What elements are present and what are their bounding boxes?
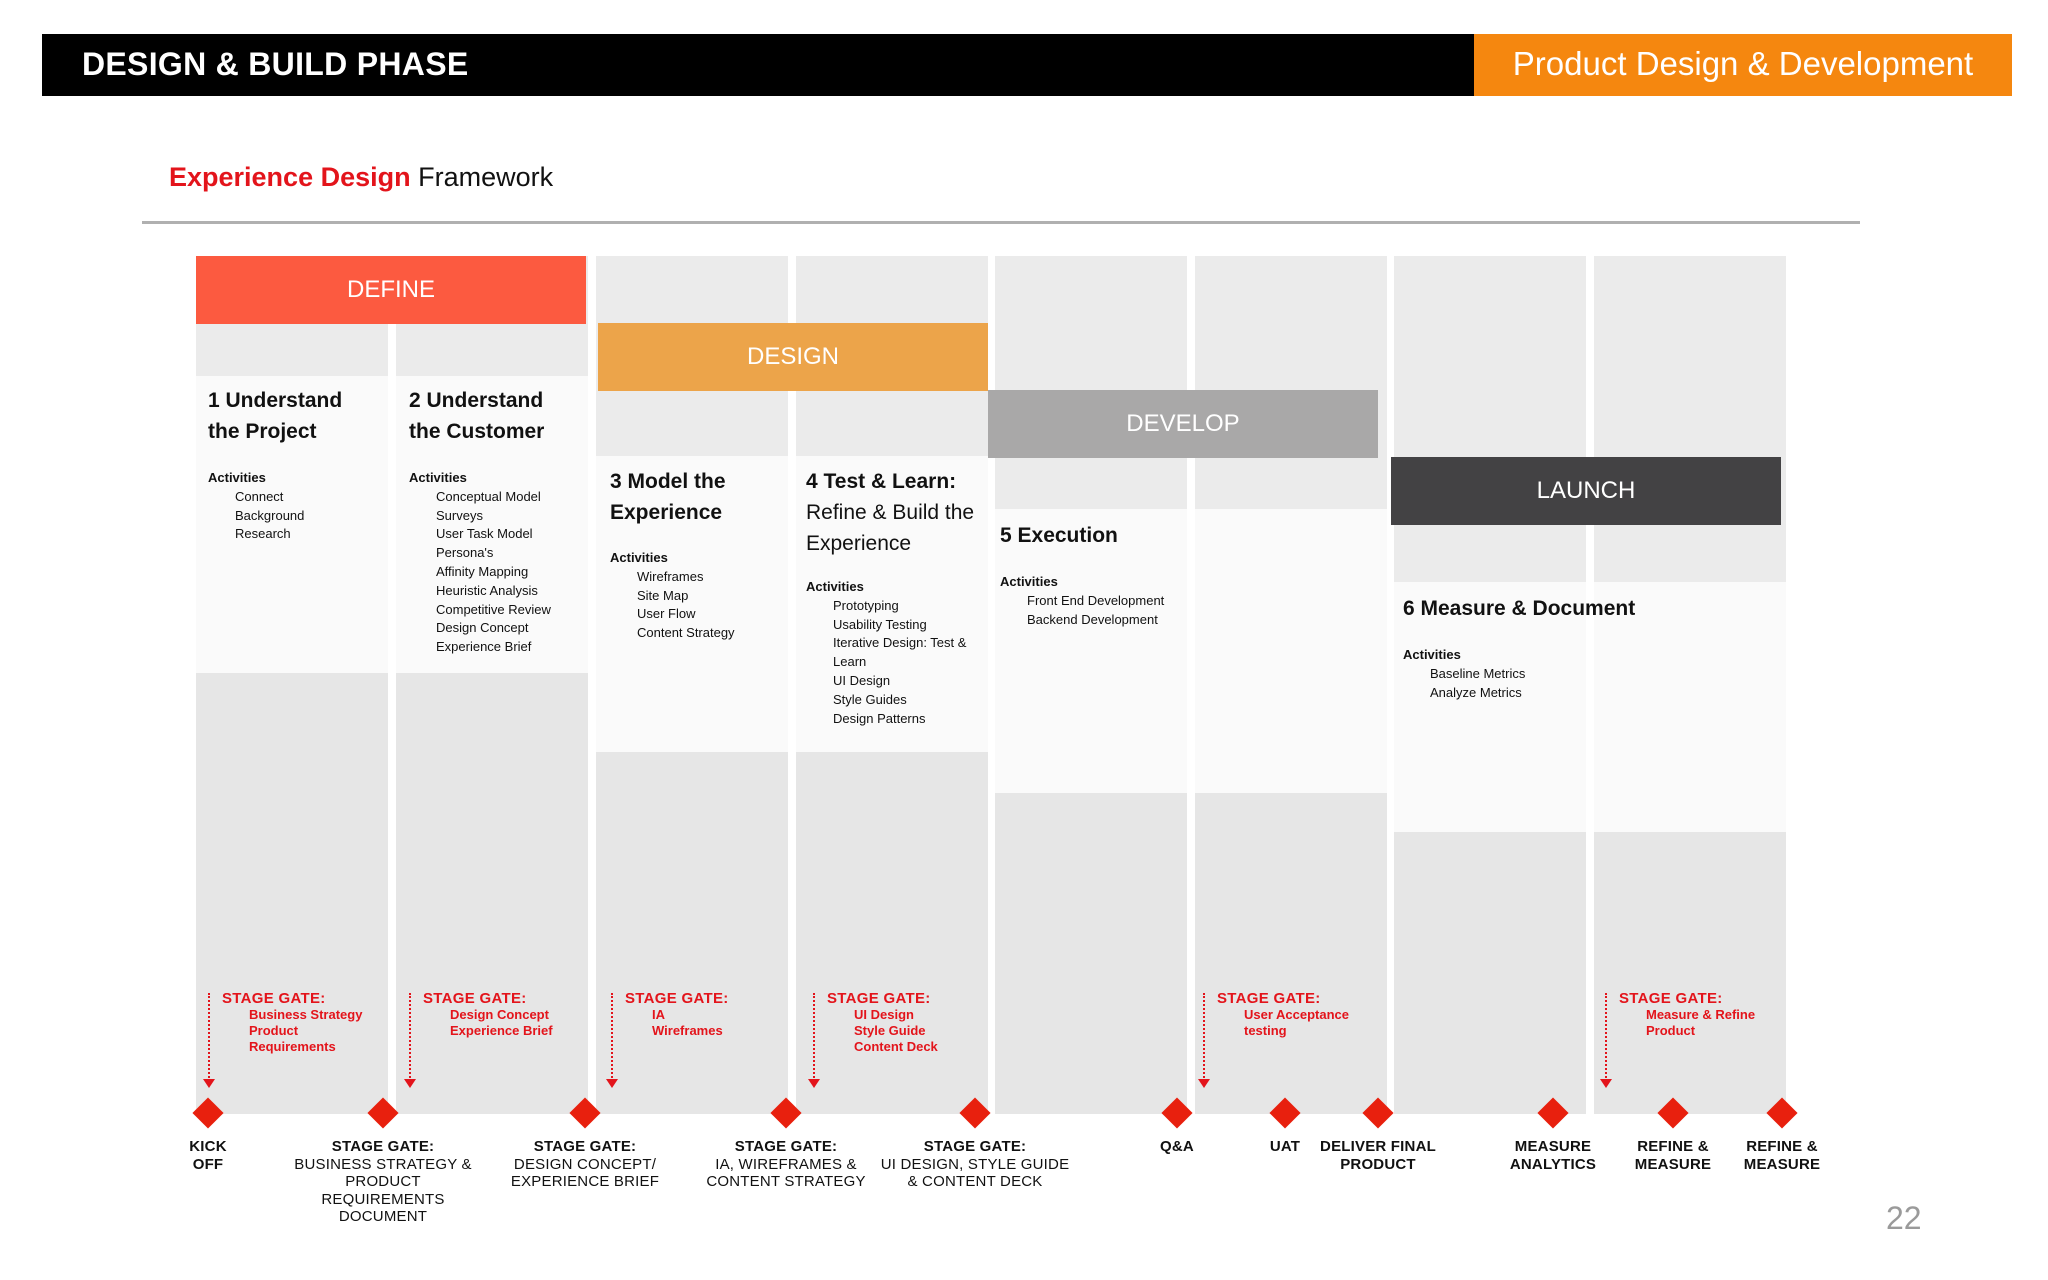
milestone-line: PRODUCT bbox=[345, 1173, 421, 1190]
milestone-line: MEASURE bbox=[1514, 1138, 1592, 1155]
milestone-label bbox=[1278, 1138, 1478, 1173]
milestone-line: STAGE GATE: bbox=[331, 1138, 435, 1155]
activities-label: Activities bbox=[409, 470, 467, 485]
activities-label: Activities bbox=[806, 579, 864, 594]
activity-item: Style Guides bbox=[833, 691, 907, 707]
header-right bbox=[1474, 34, 2012, 96]
activity-item: Affinity Mapping bbox=[436, 563, 529, 579]
gate-dotted-line bbox=[813, 993, 815, 1081]
stage-gate-item: Business Strategy bbox=[249, 1007, 363, 1022]
stage-gate-2 bbox=[423, 991, 553, 1039]
milestone-label bbox=[875, 1138, 1075, 1191]
step-title-line: 4 Test & Learn: bbox=[806, 470, 957, 493]
milestone-line: REQUIREMENTS bbox=[321, 1190, 445, 1208]
activity-item: Site Map bbox=[637, 587, 689, 603]
column-header-area bbox=[1195, 256, 1387, 509]
milestone-line: CONTENT STRATEGY bbox=[706, 1173, 866, 1190]
step-4-title bbox=[806, 466, 974, 559]
gate-dotted-line bbox=[611, 993, 613, 1081]
milestone-line: ANALYTICS bbox=[1509, 1155, 1597, 1173]
gate-arrow-icon bbox=[203, 1079, 215, 1088]
phase-title: DESIGN & BUILD PHASE bbox=[82, 46, 469, 82]
step-4-activities bbox=[806, 578, 966, 728]
stage-gate-item: Product bbox=[1646, 1023, 1696, 1038]
framework-title bbox=[169, 162, 553, 193]
step-2-activities bbox=[409, 469, 551, 657]
milestone-line: DOCUMENT bbox=[338, 1208, 428, 1225]
milestone-line: & CONTENT DECK bbox=[907, 1173, 1043, 1190]
step-title-line: 2 Understand bbox=[409, 389, 544, 412]
step-5-title bbox=[1000, 520, 1118, 551]
gate-dotted-line bbox=[1605, 993, 1607, 1081]
column-header-area bbox=[995, 256, 1187, 509]
activities-label: Activities bbox=[610, 550, 668, 565]
column-header-area bbox=[1394, 256, 1586, 582]
activities-label: Activities bbox=[208, 470, 266, 485]
milestone-line: UI DESIGN, STYLE GUIDE bbox=[880, 1155, 1070, 1173]
activity-item: Persona's bbox=[436, 545, 494, 561]
phase-launch-bar: LAUNCH bbox=[1391, 457, 1781, 525]
step-6-title bbox=[1403, 593, 1635, 624]
gate-arrow-icon bbox=[606, 1079, 618, 1088]
stage-gate-4 bbox=[827, 991, 938, 1055]
step-3-title bbox=[610, 466, 726, 528]
milestone-line: KICK bbox=[189, 1138, 227, 1155]
step-title-line: 6 Measure & Document bbox=[1403, 597, 1636, 620]
activity-item: Experience Brief bbox=[436, 639, 532, 655]
activity-item: User Flow bbox=[637, 606, 696, 622]
activity-item: Wireframes bbox=[637, 568, 704, 584]
stage-gate-5 bbox=[1217, 991, 1349, 1039]
column-5 bbox=[995, 256, 1187, 1114]
stage-gate-item: Experience Brief bbox=[450, 1023, 553, 1038]
activity-item: Content Strategy bbox=[637, 625, 735, 641]
activity-item: Design Patterns bbox=[833, 710, 926, 726]
activity-item: UI Design bbox=[833, 672, 891, 688]
activity-item: Conceptual Model bbox=[436, 488, 541, 504]
column-content-area bbox=[1195, 509, 1387, 793]
step-1-title bbox=[208, 385, 342, 447]
stage-gate-label: STAGE GATE: bbox=[1217, 990, 1321, 1007]
stage-gate-item: Measure & Refine bbox=[1646, 1007, 1756, 1022]
header-bar bbox=[42, 34, 2012, 96]
gate-arrow-icon bbox=[404, 1079, 416, 1088]
stage-gate-label: STAGE GATE: bbox=[625, 990, 729, 1007]
step-title-line: 5 Execution bbox=[1000, 524, 1118, 547]
phase-develop-bar: DEVELOP bbox=[988, 390, 1378, 458]
framework-title-rest: Framework bbox=[410, 162, 554, 192]
step-title-line: the Customer bbox=[409, 420, 545, 443]
milestone-line: PRODUCT bbox=[1340, 1155, 1416, 1173]
stage-gate-6 bbox=[1619, 991, 1755, 1039]
activity-item: Connect bbox=[235, 488, 284, 504]
column-8 bbox=[1594, 256, 1786, 1114]
activity-item: Backend Development bbox=[1027, 611, 1158, 627]
framework-title-highlight: Experience Design bbox=[169, 162, 411, 192]
milestone-line: MEASURE bbox=[1634, 1155, 1712, 1173]
header-left bbox=[42, 34, 1474, 96]
gate-arrow-icon bbox=[1198, 1079, 1210, 1088]
activity-item: Background bbox=[235, 507, 305, 523]
step-1-activities bbox=[208, 469, 304, 544]
title-divider bbox=[142, 221, 1860, 224]
gate-arrow-icon bbox=[1600, 1079, 1612, 1088]
stage-gate-label: STAGE GATE: bbox=[222, 990, 326, 1007]
activity-item: Usability Testing bbox=[833, 616, 927, 632]
activity-item: Design Concept bbox=[436, 620, 529, 636]
activity-item: Baseline Metrics bbox=[1430, 665, 1526, 681]
activity-item: Heuristic Analysis bbox=[436, 582, 538, 598]
gate-dotted-line bbox=[208, 993, 210, 1081]
milestone-line: DELIVER FINAL bbox=[1320, 1138, 1436, 1155]
step-6-activities bbox=[1403, 646, 1525, 702]
step-title-line: Experience bbox=[806, 532, 912, 555]
milestone-line: REFINE & bbox=[1637, 1138, 1709, 1155]
milestone-label bbox=[686, 1138, 886, 1191]
section-title: Product Design & Development bbox=[1512, 45, 1974, 82]
stage-gate-item: UI Design bbox=[854, 1007, 914, 1022]
milestone-line: REFINE & bbox=[1746, 1138, 1818, 1155]
step-title-line: 1 Understand bbox=[208, 389, 343, 412]
gate-dotted-line bbox=[409, 993, 411, 1081]
stage-gate-item: User Acceptance bbox=[1244, 1007, 1350, 1022]
gate-dotted-line bbox=[1203, 993, 1205, 1081]
page-number: 22 bbox=[1886, 1200, 1922, 1236]
stage-gate-item: Requirements bbox=[249, 1039, 336, 1054]
step-title-line: 3 Model the bbox=[610, 470, 726, 493]
milestone-label bbox=[485, 1138, 685, 1191]
step-title-line: the Project bbox=[208, 420, 317, 443]
milestone-line: STAGE GATE: bbox=[923, 1138, 1027, 1155]
activity-item: Surveys bbox=[436, 507, 483, 523]
step-2-title bbox=[409, 385, 544, 447]
milestone-label bbox=[1682, 1138, 1882, 1173]
activity-item: User Task Model bbox=[436, 526, 533, 542]
stage-gate-label: STAGE GATE: bbox=[423, 990, 527, 1007]
activity-item: Competitive Review bbox=[436, 601, 551, 617]
activities-label: Activities bbox=[1000, 574, 1058, 589]
milestone-line: OFF bbox=[192, 1155, 224, 1173]
activity-item: Research bbox=[235, 526, 291, 542]
activity-item: Analyze Metrics bbox=[1430, 684, 1522, 700]
step-title-line: Refine & Build the bbox=[806, 501, 975, 524]
milestone-line: STAGE GATE: bbox=[734, 1138, 838, 1155]
stage-gate-item: Style Guide bbox=[854, 1023, 926, 1038]
milestone-line: IA, WIREFRAMES & bbox=[715, 1155, 857, 1173]
phase-define-bar: DEFINE bbox=[196, 256, 586, 324]
activity-item: Prototyping bbox=[833, 597, 899, 613]
milestone-line: EXPERIENCE BRIEF bbox=[510, 1173, 660, 1190]
stage-gate-1 bbox=[222, 991, 362, 1055]
milestone-line: MEASURE bbox=[1743, 1155, 1821, 1173]
activity-item: Front End Development bbox=[1027, 592, 1165, 608]
stage-gate-label: STAGE GATE: bbox=[1619, 990, 1723, 1007]
phase-design-bar: DESIGN bbox=[598, 323, 988, 391]
stage-gate-item: Product bbox=[249, 1023, 299, 1038]
milestone-line: Q&A bbox=[1160, 1138, 1194, 1155]
stage-gate-item: IA bbox=[652, 1007, 665, 1022]
milestone-line: STAGE GATE: bbox=[533, 1138, 637, 1155]
milestone-label bbox=[108, 1138, 308, 1173]
milestone-line: DESIGN CONCEPT/ bbox=[513, 1155, 657, 1173]
stage-gate-item: Wireframes bbox=[652, 1023, 723, 1038]
milestone-label bbox=[283, 1138, 483, 1226]
stage-gate-3 bbox=[625, 991, 729, 1039]
milestone-line: BUSINESS STRATEGY & bbox=[294, 1155, 472, 1173]
column-header-area bbox=[1594, 256, 1786, 582]
column-content-area bbox=[995, 509, 1187, 793]
step-title-line: Experience bbox=[610, 501, 723, 524]
gate-arrow-icon bbox=[808, 1079, 820, 1088]
milestone-line: UAT bbox=[1269, 1138, 1301, 1155]
column-6 bbox=[1195, 256, 1387, 1114]
stage-gate-item: testing bbox=[1244, 1023, 1287, 1038]
step-3-activities bbox=[610, 549, 735, 643]
step-5-activities bbox=[1000, 573, 1164, 629]
stage-gate-label: STAGE GATE: bbox=[827, 990, 931, 1007]
stage-gate-item: Design Concept bbox=[450, 1007, 549, 1022]
stage-gate-item: Content Deck bbox=[854, 1039, 938, 1054]
activities-label: Activities bbox=[1403, 647, 1461, 662]
activity-item: Learn bbox=[833, 654, 867, 670]
activity-item: Iterative Design: Test & bbox=[833, 635, 967, 651]
